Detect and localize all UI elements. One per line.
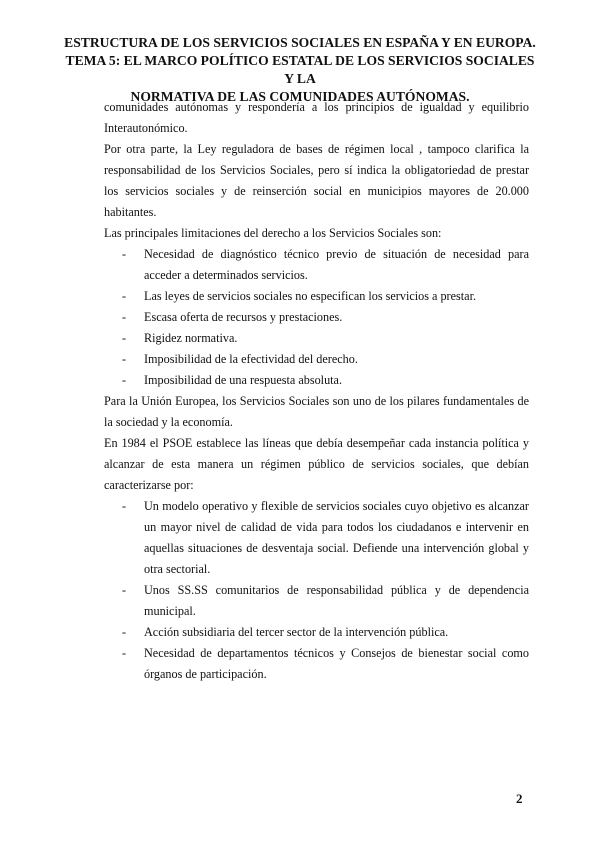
list-item: [122, 580, 529, 622]
list-item: [122, 307, 529, 328]
list-item: [122, 370, 529, 391]
list-item-text: Acción subsidiaria del tercer sector de la intervención pública.: [144, 625, 449, 639]
paragraph-european-union: Para la Unión Europea, los Servicios Sociales son uno de los pilares fundamentales de la sociedad y la economía.: [104, 394, 529, 429]
bullet-dash: -: [122, 331, 127, 345]
list-item: [122, 496, 529, 580]
bullet-dash: -: [122, 646, 127, 660]
document-header: [60, 34, 540, 106]
list-item: [122, 643, 529, 685]
document-body: [104, 97, 529, 685]
header-line-3: NORMATIVA DE LAS COMUNIDADES AUTÓNOMAS.: [130, 89, 470, 104]
bullet-dash: -: [122, 499, 127, 513]
list-item-text: Un modelo operativo y flexible de servicios sociales cuyo objetivo es alcanzar un mayor nivel de calidad de vida para todos los ciudadanos e intervenir en aquellas situaciones de desventaja social. Defiende una intervención global y otra sectorial.: [144, 499, 529, 576]
list-item-text: Rigidez normativa.: [144, 331, 238, 345]
list-item-text: Necesidad de departamentos técnicos y Consejos de bienestar social como órganos de participación.: [144, 646, 529, 681]
header-line-1: ESTRUCTURA DE LOS SERVICIOS SOCIALES EN ESPAÑA Y EN EUROPA.: [64, 35, 536, 50]
list-item-text: Imposibilidad de una respuesta absoluta.: [144, 373, 342, 387]
paragraph-local-law: Por otra parte, la Ley reguladora de bases de régimen local , tampoco clarifica la responsabilidad de los Servicios Sociales, pero sí indica la obligatoriedad de prestar los servicios sociales y de reinserción social en municipios mayores de 20.000 habitantes.: [104, 142, 529, 219]
bullet-dash: -: [122, 247, 127, 261]
list-item: [122, 622, 529, 643]
list-item-text: Unos SS.SS comunitarios de responsabilidad pública y de dependencia municipal.: [144, 583, 529, 618]
list-item-text: Las leyes de servicios sociales no especifican los servicios a prestar.: [144, 289, 476, 303]
header-line-2: TEMA 5: EL MARCO POLÍTICO ESTATAL DE LOS SERVICIOS SOCIALES Y LA: [65, 53, 535, 86]
characteristics-list: [104, 496, 529, 685]
paragraph-limitations-intro: Las principales limitaciones del derecho a los Servicios Sociales son:: [104, 226, 442, 240]
list-item-text: Necesidad de diagnóstico técnico previo de situación de necesidad para acceder a determinados servicios.: [144, 247, 529, 282]
list-item: [122, 286, 529, 307]
list-item: [122, 349, 529, 370]
bullet-dash: -: [122, 310, 127, 324]
bullet-dash: -: [122, 352, 127, 366]
paragraph-psoe-1984: En 1984 el PSOE establece las líneas que debía desempeñar cada instancia política y alcanzar de esta manera un régimen público de servicios sociales, que debían caracterizarse por:: [104, 436, 529, 492]
bullet-dash: -: [122, 583, 127, 597]
page-number: 2: [516, 791, 523, 806]
paragraph-continuation: comunidades autónomas y respondería a los principios de igualdad y equilibrio Interautonómico.: [104, 100, 529, 135]
limitations-list: [104, 244, 529, 391]
list-item-text: Imposibilidad de la efectividad del derecho.: [144, 352, 358, 366]
list-item: [122, 244, 529, 286]
bullet-dash: -: [122, 373, 127, 387]
bullet-dash: -: [122, 289, 127, 303]
bullet-dash: -: [122, 625, 127, 639]
list-item-text: Escasa oferta de recursos y prestaciones.: [144, 310, 343, 324]
list-item: [122, 328, 529, 349]
